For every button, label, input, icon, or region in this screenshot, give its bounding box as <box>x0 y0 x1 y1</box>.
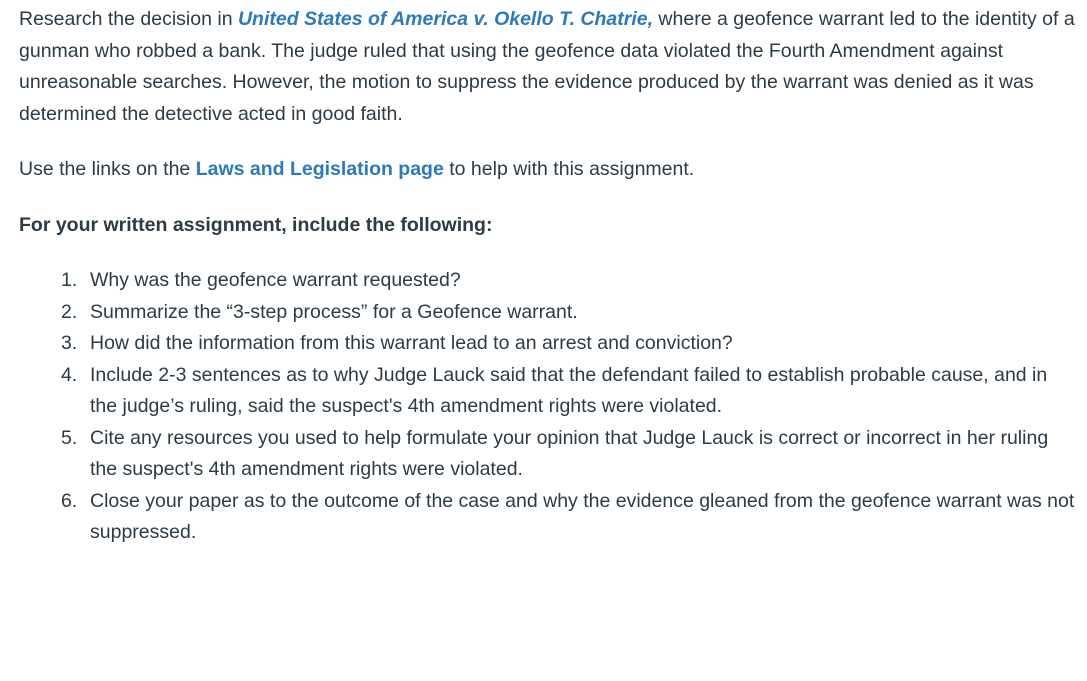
list-item <box>19 360 1079 423</box>
list-item-text: Summarize the “3-step process” for a Geofence warrant. <box>90 300 578 323</box>
list-item-text: Include 2-3 sentences as to why Judge Lauck said that the defendant failed to establish probable cause, and in the judge’s ruling, said the suspect's 4th amendment rights were violated. <box>90 363 1048 417</box>
list-item-text: Cite any resources you used to help formulate your opinion that Judge Lauck is correct or incorrect in her ruling the suspect's 4th amendment rights were violated. <box>90 426 1049 480</box>
assignment-content <box>19 4 1079 549</box>
list-item-number: 3. <box>61 332 78 354</box>
list-item <box>19 486 1079 549</box>
assignment-heading: For your written assignment, include the following: <box>19 213 493 236</box>
list-item-text: Close your paper as to the outcome of the case and why the evidence gleaned from the geofence warrant was not suppressed. <box>90 489 1075 543</box>
case-link[interactable]: United States of America v. Okello T. Chatrie, <box>237 8 654 30</box>
list-item-number: 4. <box>61 363 78 386</box>
list-item-number: 6. <box>61 489 78 512</box>
links-text-before: Use the links on the <box>19 158 196 180</box>
list-item <box>19 328 1079 360</box>
list-item-number: 5. <box>61 426 78 449</box>
list-item-number: 1. <box>61 269 78 291</box>
list-item <box>19 265 1079 297</box>
intro-text-before: Research the decision in <box>19 8 238 30</box>
laws-legislation-link[interactable]: Laws and Legislation page <box>195 158 444 180</box>
links-paragraph <box>19 154 1079 186</box>
list-item-text: Why was the geofence warrant requested? <box>90 269 461 291</box>
requirements-list <box>19 265 1079 549</box>
list-item-number: 2. <box>61 300 78 323</box>
intro-paragraph <box>19 4 1079 130</box>
list-item-text: How did the information from this warrant lead to an arrest and conviction? <box>90 332 733 354</box>
list-item <box>19 423 1079 486</box>
intro-text-after: where a geofence warrant led to the identity of a gunman who robbed a bank. The judge ruled that using the geofence data violated the Fourth Amendment against unreasonable searches. However, the motion to suppress the evidence produced by the warrant was denied as it was determined the detective acted in good faith. <box>19 8 1075 125</box>
links-text-after: to help with this assignment. <box>443 158 695 180</box>
list-item <box>19 297 1079 329</box>
